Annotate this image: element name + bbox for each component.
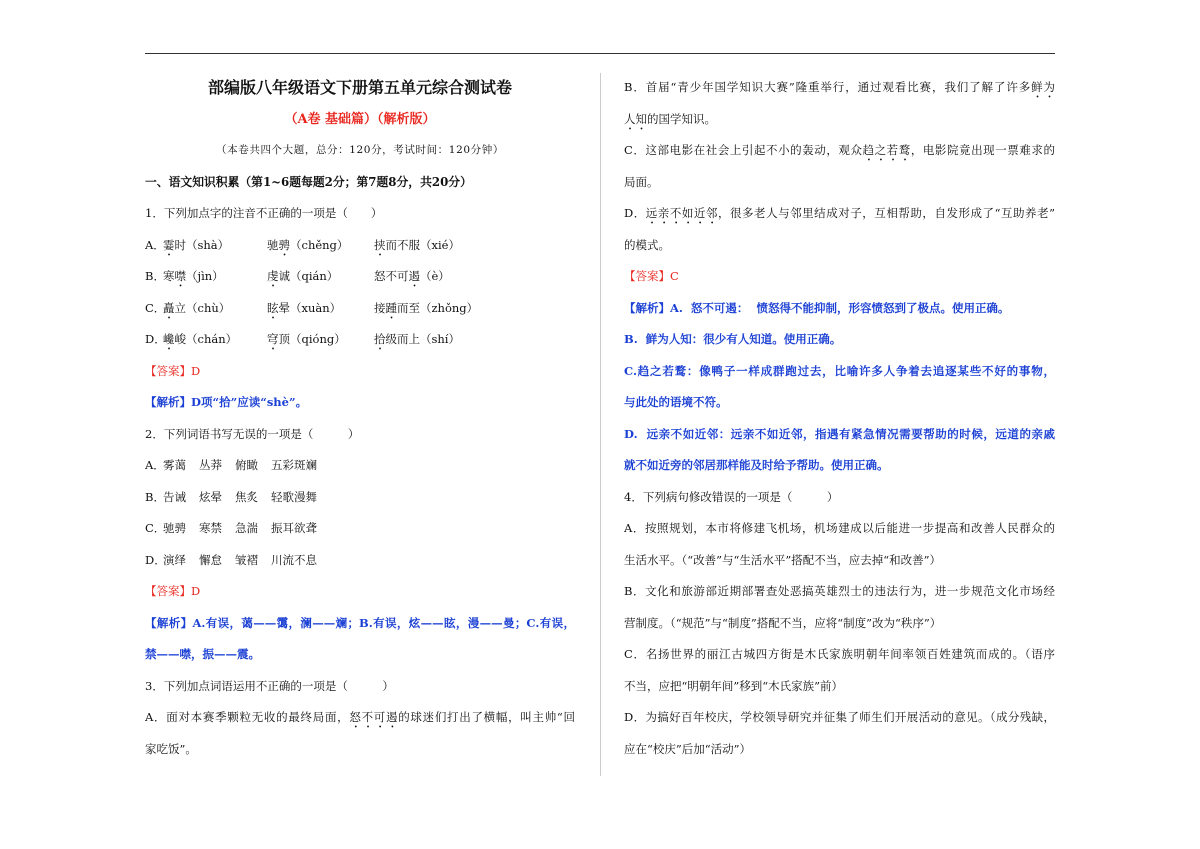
question-3-analysis-line: D. 远亲不如近邻：远亲不如近邻，指遇有紧急情况需要帮助的时候，远道的亲戚 [624, 426, 1055, 441]
item-text: （è） [420, 269, 450, 283]
question-2-option-a [145, 450, 575, 482]
option-text: 局面。 [624, 174, 659, 189]
question-3-option-b [624, 72, 1055, 104]
item-text: （jìn） [186, 269, 224, 283]
question-4-stem: 4．下列病句修改错误的一项是（ ） [624, 489, 839, 504]
option-label: D． [624, 710, 646, 724]
header-rule [145, 53, 1055, 54]
option-word: 懈怠 [199, 552, 222, 567]
option-label: D． [145, 332, 166, 346]
question-3-analysis-line: 【解析】A. 怒不可遏： 愤怒得不能抑制，形容愤怒到了极点。使用正确。 [624, 300, 1010, 315]
question-4-option-d [624, 702, 1055, 734]
dotted-char: 巉 [163, 332, 175, 346]
question-4-option-c [624, 639, 1055, 671]
item-text: （chěng） [290, 237, 349, 252]
question-3-option-a-continued [145, 734, 575, 766]
option-label: A． [624, 521, 645, 535]
section-heading: 一、语文知识积累（第1~6题每题2分；第7题8分，共20分） [145, 174, 472, 189]
option-item [163, 261, 267, 293]
dotted-phrase: 人知 [624, 111, 647, 126]
question-3-option-c [624, 135, 1055, 167]
option-text: 的球迷们打出了横幅，叫主帅“回 [398, 710, 575, 724]
option-word: 雾蔼 [163, 458, 186, 472]
option-word: 寒禁 [199, 521, 222, 535]
option-label: B． [145, 269, 165, 283]
item-text: 峻（chán） [174, 332, 238, 346]
item-text: 顶（qióng） [278, 332, 346, 346]
option-label: D． [624, 206, 646, 220]
item-text: 晕（xuàn） [278, 300, 342, 315]
option-word: 急湍 [235, 521, 258, 535]
option-item [163, 293, 267, 325]
question-3-option-a [145, 702, 575, 734]
option-label: A． [145, 237, 165, 252]
dotted-phrase: 鲜为 [1031, 80, 1055, 94]
option-text: 的模式。 [624, 237, 670, 252]
option-text: 为搞好百年校庆，学校领导研究并征集了师生们开展活动的意见。（成分残缺， [645, 710, 1055, 724]
option-item [374, 230, 460, 262]
question-4-option-a [624, 513, 1055, 545]
option-item [267, 324, 374, 356]
question-4-option-b-continued: 营制度。（“规范”与“制度”搭配不当，应将“制度”改为“秩序”） [624, 615, 942, 630]
option-text: ，很多老人与邻里结成对子，互相帮助，自发形成了“互助养老” [717, 206, 1055, 220]
left-column [145, 72, 575, 765]
option-word: 焦炙 [235, 489, 258, 504]
item-text: 立（chù） [174, 300, 231, 315]
item-text: 诚（qián） [278, 269, 339, 283]
option-word: 告诫 [163, 489, 186, 504]
option-label: A． [145, 458, 165, 472]
question-1-answer: 【答案】D [145, 363, 201, 378]
dotted-char: 穹 [267, 332, 279, 346]
question-3-option-d [624, 198, 1055, 230]
right-column [624, 72, 1055, 765]
dotted-char: 挟 [374, 237, 386, 252]
option-item [163, 230, 267, 262]
question-3-analysis-line: 与此处的语境不符。 [624, 395, 728, 409]
option-item [374, 324, 460, 356]
item-text: 时（shà） [174, 237, 230, 252]
question-2-stem: 2．下列词语书写无误的一项是（ ） [145, 426, 360, 441]
question-3-option-d-continued [624, 230, 1055, 262]
option-label: B． [624, 584, 646, 598]
option-word: 川流不息 [271, 552, 317, 567]
question-3-option-b-continued [624, 104, 1055, 136]
option-text: 家吃饭”。 [145, 741, 197, 756]
question-1-option-d [145, 324, 575, 356]
option-word: 丛莽 [199, 458, 222, 472]
question-3-answer: 【答案】C [624, 269, 679, 283]
option-text: 文化和旅游部近期部署查处恶搞英雄烈士的违法行为，进一步规范文化市场经 [645, 584, 1055, 598]
item-text: 寒 [163, 269, 175, 283]
dotted-phrase: 趋之若鹜 [862, 143, 911, 157]
option-label: C． [145, 521, 166, 535]
dotted-char: 噤 [174, 269, 186, 283]
option-label: B． [145, 489, 165, 504]
exam-note: （本卷共四个大题，总分：120分，考试时间：120分钟） [216, 144, 504, 156]
question-3-analysis-line: 就不如近旁的邻居那样能及时给予帮助。使用正确。 [624, 458, 889, 472]
question-2-option-d [145, 545, 575, 577]
option-label: D． [145, 552, 166, 567]
item-text: 而不服（xié） [385, 237, 460, 252]
item-text: 驰 [267, 237, 279, 252]
option-item [374, 293, 478, 325]
option-label: C． [624, 143, 646, 157]
option-word: 俯瞰 [235, 458, 258, 472]
option-text: 名扬世界的丽江古城四方街是木氏家族明朝年间率领百姓建筑而成的。（语序 [645, 647, 1055, 661]
question-2-analysis-line: 禁——噤，振——震。 [145, 647, 260, 661]
option-item [267, 230, 374, 262]
option-word: 皱褶 [235, 552, 258, 567]
item-text: 怒不可 [374, 269, 409, 283]
option-item [163, 324, 267, 356]
question-2-answer: 【答案】D [145, 584, 201, 598]
question-1-option-c [145, 293, 575, 325]
question-2-analysis-line: 【解析】A.有误，蔼——霭，澜——斓；B.有误，炫——眩，漫——曼；C.有误， [145, 615, 575, 630]
option-item [267, 261, 374, 293]
option-label: A． [145, 710, 167, 724]
option-word: 驰骋 [163, 521, 186, 535]
dotted-char: 遏 [408, 269, 420, 283]
question-1-option-a [145, 230, 575, 262]
item-text: 而至（zhǒng） [397, 300, 479, 315]
option-label: C． [145, 300, 166, 315]
question-1-option-b [145, 261, 575, 293]
question-4-option-b [624, 576, 1055, 608]
question-1-analysis: 【解析】D项“拾”应读“shè”。 [145, 395, 308, 409]
dotted-char: 拾 [374, 332, 386, 346]
option-item [374, 261, 450, 293]
option-word: 五彩斑斓 [271, 458, 317, 472]
item-text: 级而上（shí） [385, 332, 460, 346]
dotted-char: 踵 [385, 300, 397, 315]
question-4-option-a-continued: 生活水平。（“改善”与“生活水平”搭配不当，应去掉“和改善”） [624, 552, 942, 567]
dotted-char: 眩 [267, 300, 279, 315]
option-word: 振耳欲聋 [271, 521, 317, 535]
question-3-analysis-line: C.趋之若鹜：像鸭子一样成群跑过去，比喻许多人争着去追逐某些不好的事物， [624, 363, 1055, 378]
dotted-phrase: 远亲不如近邻 [645, 206, 718, 220]
dotted-char: 骋 [278, 237, 290, 252]
dotted-phrase: 怒不可遏 [349, 710, 399, 724]
dotted-char: 矗 [163, 300, 175, 315]
option-text: 按照规划，本市将修建飞机场，机场建成以后能进一步提高和改善人民群众的 [644, 521, 1055, 535]
question-2-option-c [145, 513, 575, 545]
option-text: 面对本赛季颗粒无收的最终局面， [166, 710, 350, 724]
dotted-char: 虔 [267, 269, 279, 283]
exam-subtitle: （A卷 基础篇）（解析版） [284, 111, 436, 127]
option-word: 轻歌漫舞 [271, 489, 317, 504]
option-text: 首届“青少年国学知识大赛”隆重举行，通过观看比赛，我们了解了许多 [645, 80, 1032, 94]
option-text: ，电影院竟出现一票难求的 [910, 143, 1055, 157]
column-divider [600, 73, 601, 776]
option-text: 这部电影在社会上引起不小的轰动，观众 [645, 143, 863, 157]
exam-title: 部编版八年级语文下册第五单元综合测试卷 [207, 78, 512, 97]
option-label: C． [624, 647, 646, 661]
dotted-char: 霎 [163, 237, 175, 252]
item-text: 接 [374, 300, 386, 315]
question-3-option-c-continued [624, 167, 1055, 199]
option-text: 的国学知识。 [647, 111, 716, 126]
option-label: B． [624, 80, 646, 94]
question-1-stem: 1．下列加点字的注音不正确的一项是（ ） [145, 206, 383, 220]
question-3-stem: 3．下列加点词语运用不正确的一项是（ ） [145, 678, 394, 693]
question-4-option-d-continued: 应在“校庆”后加“活动”） [624, 741, 752, 756]
question-4-option-c-continued: 不当，应把“明朝年间”移到“木氏家族”前） [624, 678, 844, 693]
option-word: 炫晕 [199, 489, 222, 504]
question-3-analysis-line: B. 鲜为人知：很少有人知道。使用正确。 [624, 332, 842, 346]
option-item [267, 293, 374, 325]
question-2-option-b [145, 482, 575, 514]
option-word: 演绎 [163, 552, 186, 567]
